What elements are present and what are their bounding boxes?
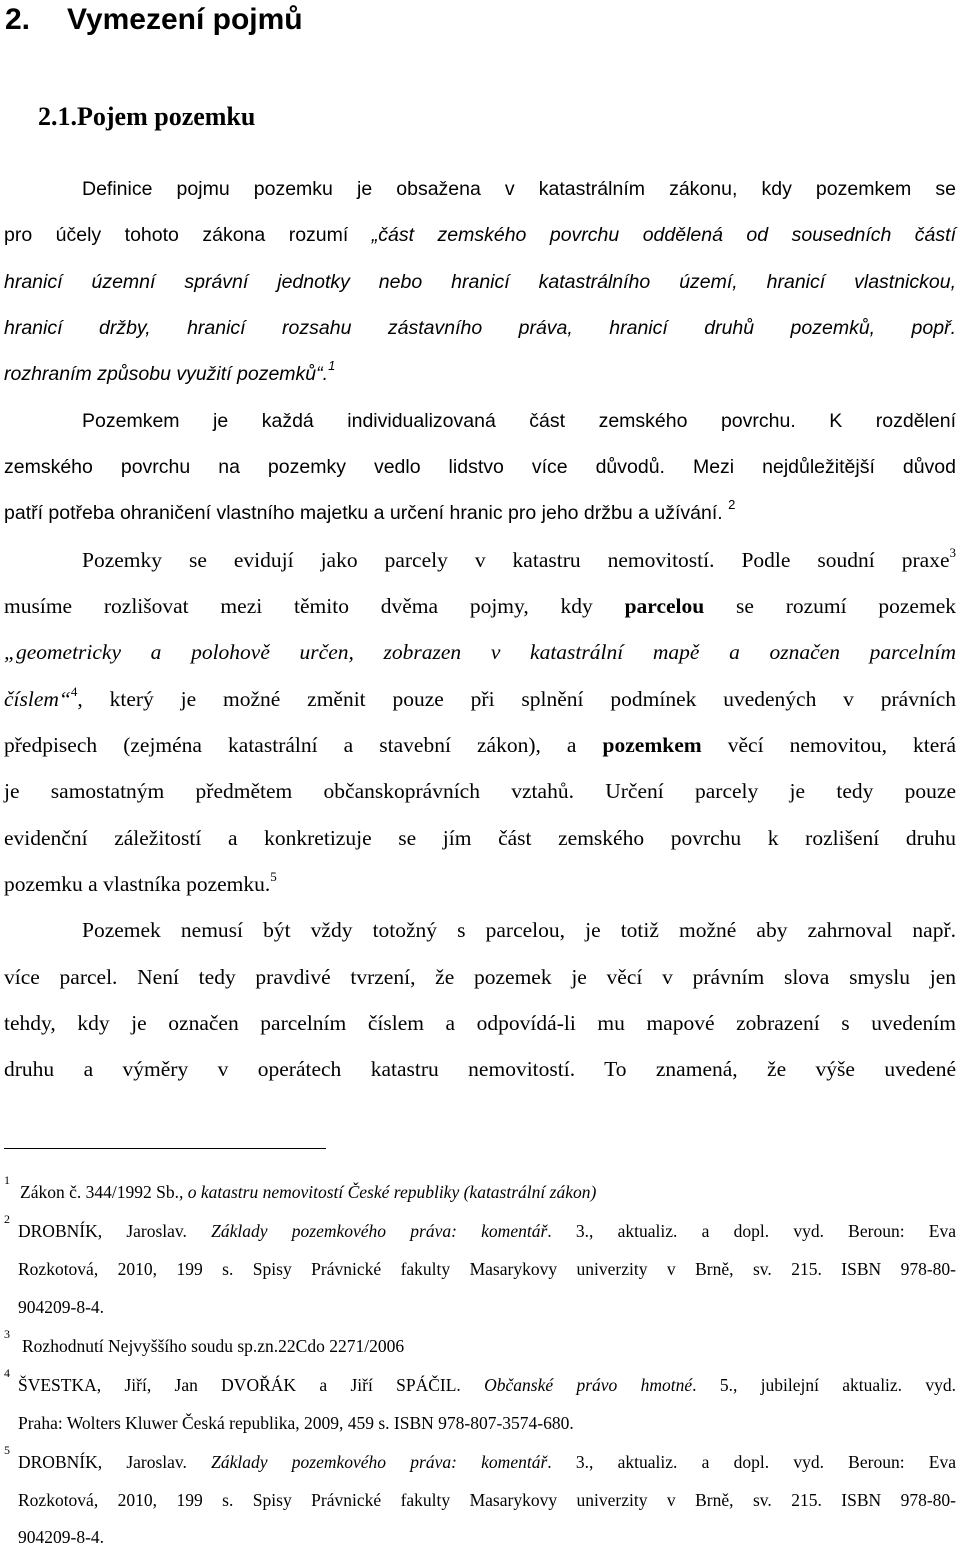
term-parcela: parcelou: [624, 594, 705, 618]
p1-line-1: Definice pojmu pozemku je obsažena v katastrálním zákonu, kdy pozemkem se: [82, 178, 956, 200]
footnote-2-line-2: Rozkotová, 2010, 199 s. Spisy Právnické fakulty Masarykovy univerzity v Brně, sv. 215. ISBN 978-80-: [18, 1259, 956, 1279]
p3-line-4a: číslem“: [4, 687, 71, 711]
p3-line-1-text: Pozemky se evidují jako parcely v katastru nemovitostí. Podle soudní praxe: [82, 548, 950, 572]
p4-line-1: Pozemek nemusí být vždy totožný s parcelou, je totiž možné aby zahrnoval např.: [82, 918, 956, 942]
footnote-5-line-2: Rozkotová, 2010, 199 s. Spisy Právnické fakulty Masarykovy univerzity v Brně, sv. 215. ISBN 978-80-: [18, 1490, 956, 1510]
footnote-5-line-1: [18, 1449, 956, 1475]
footnote-ref-5[interactable]: 5: [270, 869, 277, 884]
footnote-4-line-2: Praha: Wolters Kluwer Česká republika, 2009, 459 s. ISBN 978-807-3574-680.: [18, 1413, 574, 1433]
footnote-1-number: 1: [4, 1173, 10, 1187]
footnote-3: Rozhodnutí Nejvyššího soudu sp.zn.22Cdo 2271/2006: [22, 1336, 405, 1356]
p3-line-6: je samostatným předmětem občanskoprávních vztahů. Určení parcely je tedy pouze: [4, 779, 956, 803]
footnote-5-b: Základy pozemkového práva: komentář: [211, 1452, 548, 1472]
p3-line-1: [82, 545, 956, 575]
footnote-ref-3[interactable]: 3: [949, 545, 956, 560]
p3-line-7: evidenční záležitostí a konkretizuje se jím část zemského povrchu k rozlišení druhu: [4, 826, 956, 850]
footnote-2-b: Základy pozemkového práva: komentář: [211, 1221, 548, 1241]
footnote-4-number: 4: [4, 1366, 10, 1380]
footnote-2-line-1: [18, 1218, 956, 1244]
footnote-5-number: 5: [4, 1443, 10, 1457]
footnote-5-c: . 3., aktualiz. a dopl. vyd. Beroun: Eva: [547, 1452, 957, 1472]
p1-line-5-text: rozhraním způsobu využití pozemků“.: [4, 363, 329, 385]
term-pozemek: pozemkem: [602, 733, 702, 757]
footnote-1-b: , o katastru nemovitostí České republiky (katastrální zákon): [178, 1182, 597, 1202]
p3-line-3: „geometricky a polohově určen, zobrazen v katastrální mapě a označen parcelním: [4, 640, 956, 664]
p3-line-2c: se rozumí pozemek: [704, 594, 956, 618]
footnote-3-number: 3: [4, 1327, 10, 1341]
footnote-separator: [4, 1148, 326, 1149]
p3-line-5: [4, 730, 956, 760]
p4-line-2: více parcel. Není tedy pravdivé tvrzení, že pozemek je věcí v právním slova smyslu jen: [4, 965, 956, 989]
footnote-4-b: Občanské právo hmotné: [484, 1375, 693, 1395]
section-heading: 2.1.Pojem pozemku: [38, 102, 256, 131]
p1-line-4: hranicí držby, hranicí rozsahu zástavního práva, hranicí druhů pozemků, popř.: [4, 317, 956, 339]
footnote-4-c: . 5., jubilejní aktualiz. vyd.: [692, 1375, 957, 1395]
chapter-heading: [5, 2, 303, 38]
p4-line-4: druhu a výměry v operátech katastru nemovitostí. To znamená, že výše uvedené: [4, 1057, 956, 1081]
footnote-ref-2[interactable]: 2: [728, 497, 736, 512]
footnote-2-number: 2: [4, 1212, 10, 1226]
p1-line-2a: pro účely tohoto zákona rozumí: [4, 224, 372, 246]
p2-line-1: Pozemkem je každá individualizovaná část zemského povrchu. K rozdělení: [82, 410, 956, 432]
p3-line-4: [4, 684, 956, 714]
p2-line-3: [4, 498, 956, 528]
p1-line-5: [4, 359, 956, 389]
p3-line-2: [4, 591, 956, 621]
footnote-ref-1[interactable]: 1: [328, 358, 336, 373]
p3-line-2a: musíme rozlišovat mezi těmito dvěma pojmy, kdy: [4, 594, 625, 618]
footnote-1-a: Zákon č. 344/1992 Sb.: [20, 1182, 179, 1202]
p1-line-2: [4, 220, 956, 250]
footnote-1: [20, 1179, 958, 1205]
chapter-number: 2.: [5, 3, 31, 36]
p3-line-8-text: pozemku a vlastníka pozemku.: [4, 872, 271, 896]
footnote-4-a: ŠVESTKA, Jiří, Jan DVOŘÁK a Jiří SPÁČIL.: [18, 1375, 485, 1395]
chapter-title: Vymezení pojmů: [67, 3, 303, 36]
p4-line-3: tehdy, kdy je označen parcelním číslem a odpovídá-li mu mapové zobrazení s uvedením: [4, 1011, 956, 1035]
footnote-2-c: . 3., aktualiz. a dopl. vyd. Beroun: Eva: [547, 1221, 957, 1241]
p1-line-2b: „část zemského povrchu oddělená od sousedních částí: [371, 224, 956, 246]
p3-line-5c: věcí nemovitou, která: [701, 733, 956, 757]
p1-line-3: hranicí územní správní jednotky nebo hranicí katastrálního území, hranicí vlastnickou,: [4, 271, 956, 293]
footnote-2-a: DROBNÍK, Jaroslav.: [18, 1221, 212, 1241]
footnote-5-a: DROBNÍK, Jaroslav.: [18, 1452, 212, 1472]
footnote-ref-4[interactable]: 4: [70, 684, 78, 699]
footnote-2-line-3: 904209-8-4.: [18, 1297, 105, 1317]
p3-line-5a: předpisech (zejména katastrální a stavební zákon), a: [4, 733, 603, 757]
p2-line-3-text: patří potřeba ohraničení vlastního majetku a určení hranic pro jeho držbu a užívání.: [4, 502, 723, 524]
footnote-4-line-1: [18, 1372, 956, 1398]
footnote-5-line-3: 904209-8-4.: [18, 1527, 105, 1547]
p2-line-2: zemského povrchu na pozemky vedlo lidstvo více důvodů. Mezi nejdůležitější důvod: [4, 456, 956, 478]
p3-line-8: [4, 869, 956, 899]
p3-line-4b: , který je možné změnit pouze při splnění podmínek uvedených v právních: [77, 687, 956, 711]
